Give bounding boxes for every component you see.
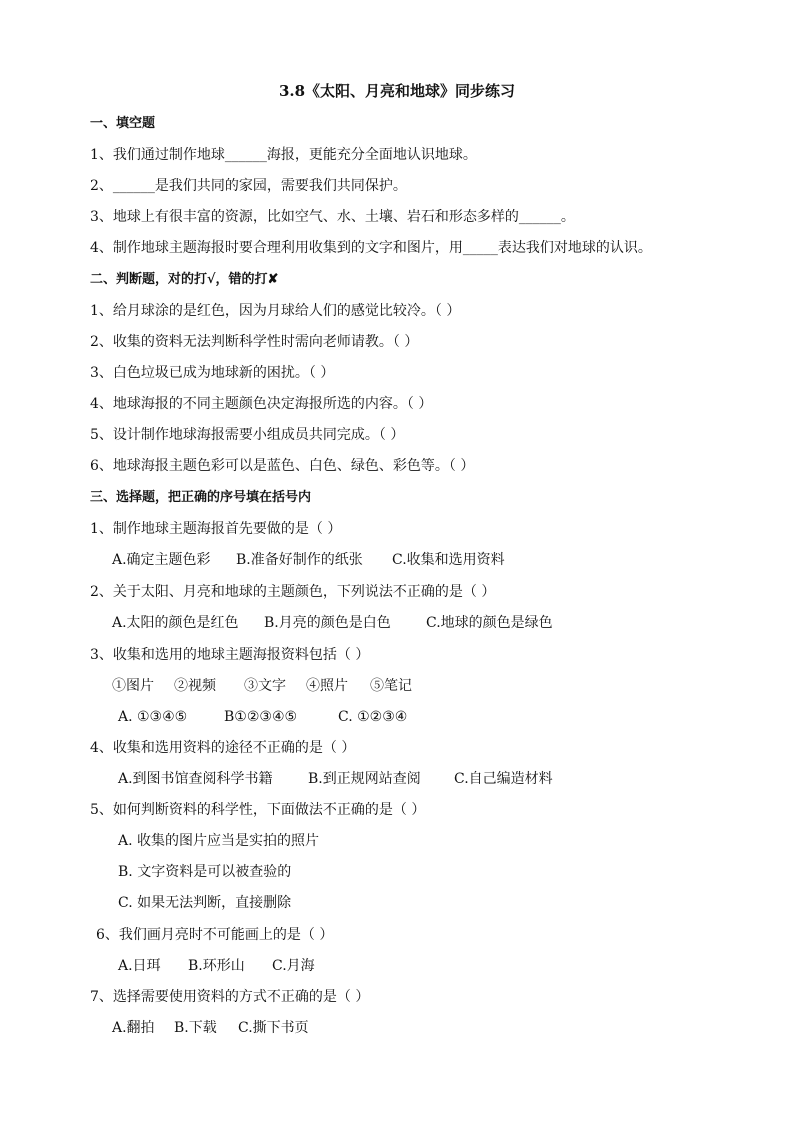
option: C. ①②③④	[338, 709, 408, 725]
fill-question-3: 3、地球上有很丰富的资源，比如空气、水、土壤、岩石和形态多样的______。	[90, 209, 575, 225]
choice-options-6	[118, 957, 315, 975]
choice-options-3	[118, 708, 407, 726]
judge-question-6: 6、地球海报主题色彩可以是蓝色、白色、绿色、彩色等。（ ）	[90, 458, 475, 474]
option: B.月亮的颜色是白色	[264, 615, 391, 631]
fill-question-2: 2、______是我们共同的家园，需要我们共同保护。	[90, 178, 407, 194]
option: B①②③④⑤	[224, 709, 298, 725]
option: B.到正规网站查阅	[308, 771, 421, 787]
item: ⑤笔记	[370, 678, 412, 694]
page-title: 3.8《太阳、月亮和地球》同步练习	[278, 82, 516, 100]
fill-question-4: 4、制作地球主题海报时要合理利用收集到的文字和图片，用_____表达我们对地球的认识。	[90, 240, 652, 256]
choice-options-4	[118, 770, 553, 788]
option: A. ①③④⑤	[118, 709, 188, 725]
option: B.下载	[174, 1020, 217, 1036]
choice-question-4: 4、收集和选用资料的途径不正确的是（ ）	[90, 740, 356, 756]
option: A.翻拍	[112, 1020, 155, 1036]
choice-option-5c: C. 如果无法判断，直接删除	[118, 895, 292, 911]
option: B.准备好制作的纸张	[236, 552, 363, 568]
choice-question-3: 3、收集和选用的地球主题海报资料包括（ ）	[90, 647, 370, 663]
option: A.太阳的颜色是红色	[112, 615, 239, 631]
option: A.确定主题色彩	[112, 552, 211, 568]
item: ④照片	[306, 678, 348, 694]
section-choice-heading: 三、选择题，把正确的序号填在括号内	[90, 490, 312, 505]
choice-question-2: 2、关于太阳、月亮和地球的主题颜色，下列说法不正确的是（ ）	[90, 584, 496, 600]
option: C.自己编造材料	[454, 771, 553, 787]
option: C.撕下书页	[238, 1020, 309, 1036]
choice-items-3	[112, 677, 412, 695]
judge-question-1: 1、给月球涂的是红色，因为月球给人们的感觉比较冷。（ ）	[90, 303, 461, 319]
choice-options-7	[112, 1019, 309, 1037]
item: ②视频	[174, 678, 216, 694]
judge-question-3: 3、白色垃圾已成为地球新的困扰。（ ）	[90, 365, 335, 381]
judge-question-2: 2、收集的资料无法判断科学性时需向老师请教。（ ）	[90, 334, 419, 350]
fill-question-1: 1、我们通过制作地球______海报，更能充分全面地认识地球。	[90, 147, 477, 163]
option: A.到图书馆查阅科学书籍	[118, 771, 273, 787]
choice-question-6: 6、我们画月亮时不可能画上的是（ ）	[96, 927, 334, 943]
item: ①图片	[112, 678, 154, 694]
judge-question-5: 5、设计制作地球海报需要小组成员共同完成。（ ）	[90, 427, 405, 443]
option: C.地球的颜色是绿色	[426, 615, 553, 631]
section-fill-heading: 一、填空题	[90, 116, 156, 131]
option: B.环形山	[188, 958, 245, 974]
choice-options-2	[112, 614, 553, 632]
choice-question-5: 5、如何判断资料的科学性，下面做法不正确的是（ ）	[90, 802, 426, 818]
choice-option-5a: A. 收集的图片应当是实拍的照片	[118, 833, 320, 849]
option: A.日珥	[118, 958, 161, 974]
option: C.月海	[272, 958, 315, 974]
choice-option-5b: B. 文字资料是可以被查验的	[118, 864, 292, 880]
choice-question-7: 7、选择需要使用资料的方式不正确的是（ ）	[90, 989, 370, 1005]
choice-question-1: 1、制作地球主题海报首先要做的是（ ）	[90, 521, 342, 537]
judge-question-4: 4、地球海报的不同主题颜色决定海报所选的内容。（ ）	[90, 396, 433, 412]
option: C.收集和选用资料	[392, 552, 505, 568]
choice-options-1	[112, 551, 505, 569]
section-judge-heading: 二、判断题，对的打√，错的打✘	[90, 272, 279, 287]
item: ③文字	[244, 678, 286, 694]
